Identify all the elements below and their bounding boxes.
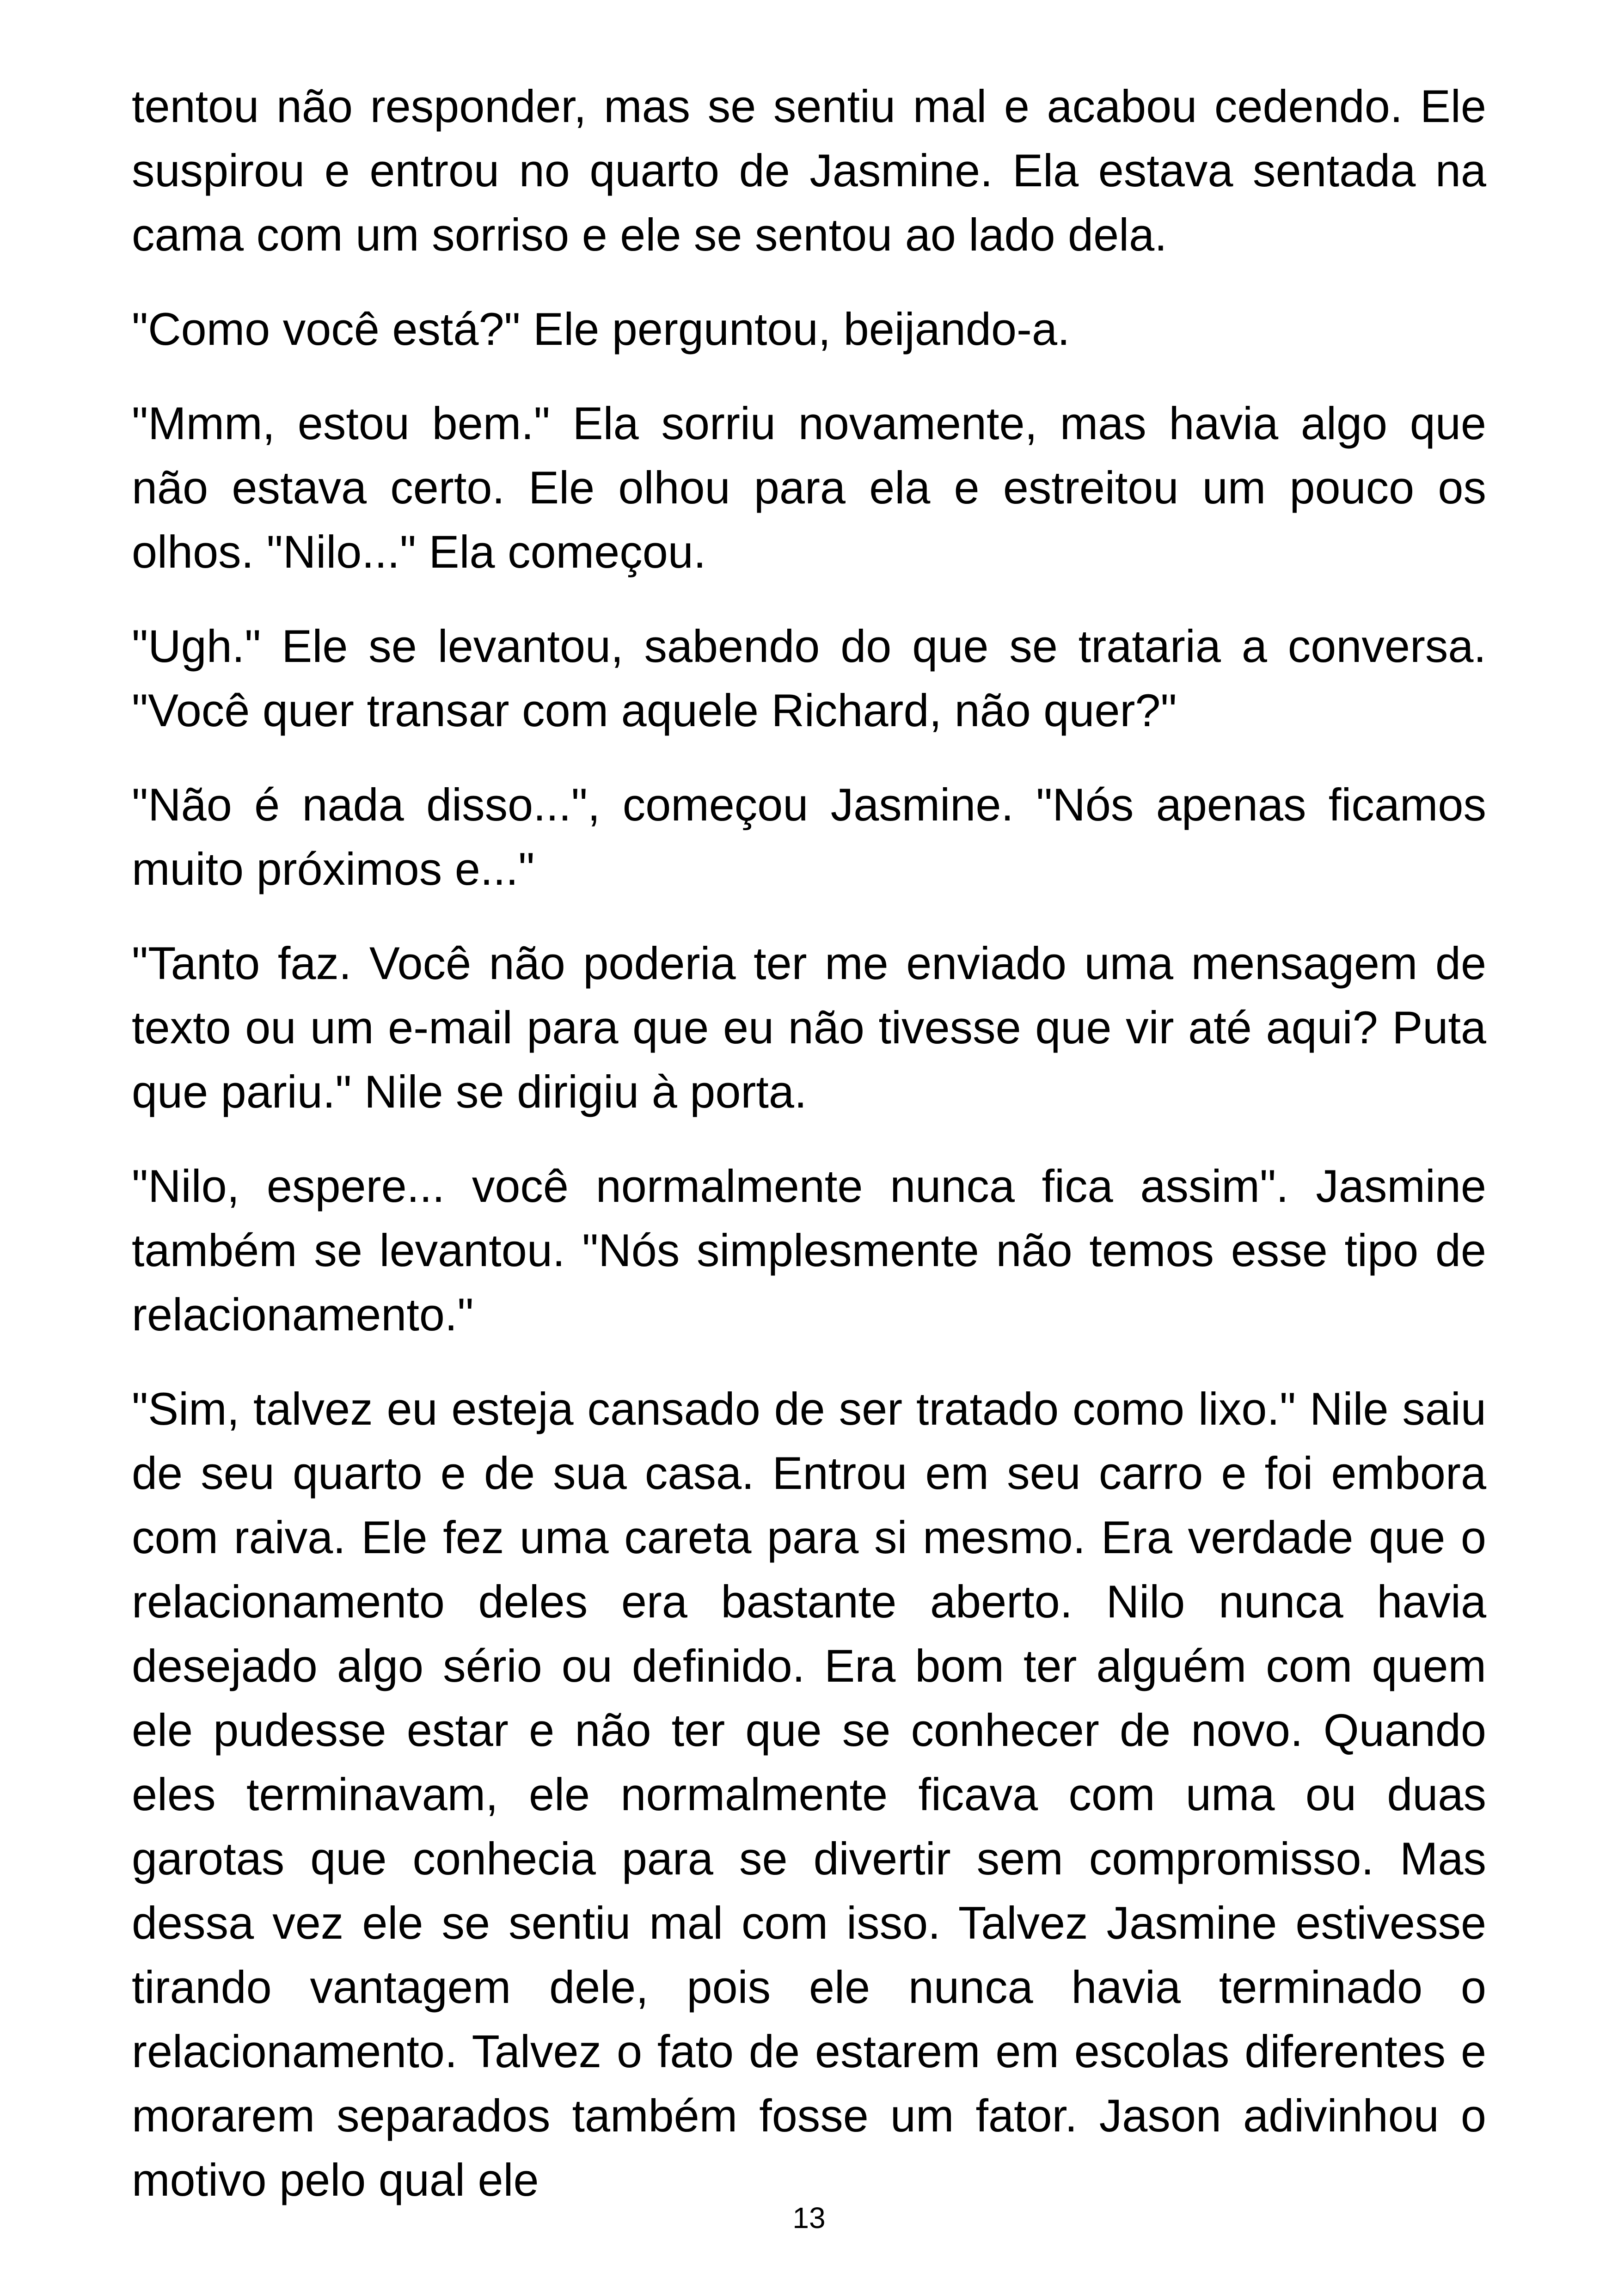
page-number: 13 [792, 2201, 826, 2235]
body-text [132, 74, 1486, 2242]
paragraph-3: "Mmm, estou bem." Ela sorriu novamente, mas havia algo que não estava certo. Ele olhou para ela e estreitou um pouco os olhos. "Nilo..." Ela começou. [132, 398, 1486, 577]
paragraph-5: "Não é nada disso...", começou Jasmine. "Nós apenas ficamos muito próximos e..." [132, 779, 1486, 894]
paragraph-8: "Sim, talvez eu esteja cansado de ser tratado como lixo." Nile saiu de seu quarto e de sua casa. Entrou em seu carro e foi embora com raiva. Ele fez uma careta para si mesmo. Era verdade que o relacionamento deles era bastante aberto. Nilo nunca havia desejado algo sério ou definido. Era bom ter alguém com quem ele pudesse estar e não ter que se conhecer de novo. Quando eles terminavam, ele normalmente ficava com uma ou duas garotas que conhecia para se divertir sem compromisso. Mas dessa vez ele se sentiu mal com isso. Talvez Jasmine estivesse tirando vantagem dele, pois ele nunca havia terminado o relacionamento. Talvez o fato de estarem em escolas diferentes e morarem separados também fosse um fator. Jason adivinhou o motivo pelo qual ele [132, 1383, 1486, 2205]
paragraph-1: tentou não responder, mas se sentiu mal e acabou cedendo. Ele suspirou e entrou no quarto de Jasmine. Ela estava sentada na cama com um sorriso e ele se sentou ao lado dela. [132, 80, 1486, 260]
paragraph-2: "Como você está?" Ele perguntou, beijando-a. [132, 303, 1070, 355]
paragraph-6: "Tanto faz. Você não poderia ter me enviado uma mensagem de texto ou um e-mail para que eu não tivesse que vir até aqui? Puta que pariu." Nile se dirigiu à porta. [132, 937, 1486, 1117]
paragraph-7: "Nilo, espere... você normalmente nunca fica assim". Jasmine também se levantou. "Nós simplesmente não temos esse tipo de relacionamento." [132, 1160, 1486, 1340]
paragraph-4: "Ugh." Ele se levantou, sabendo do que se trataria a conversa. "Você quer transar com aquele Richard, não quer?" [132, 620, 1486, 736]
